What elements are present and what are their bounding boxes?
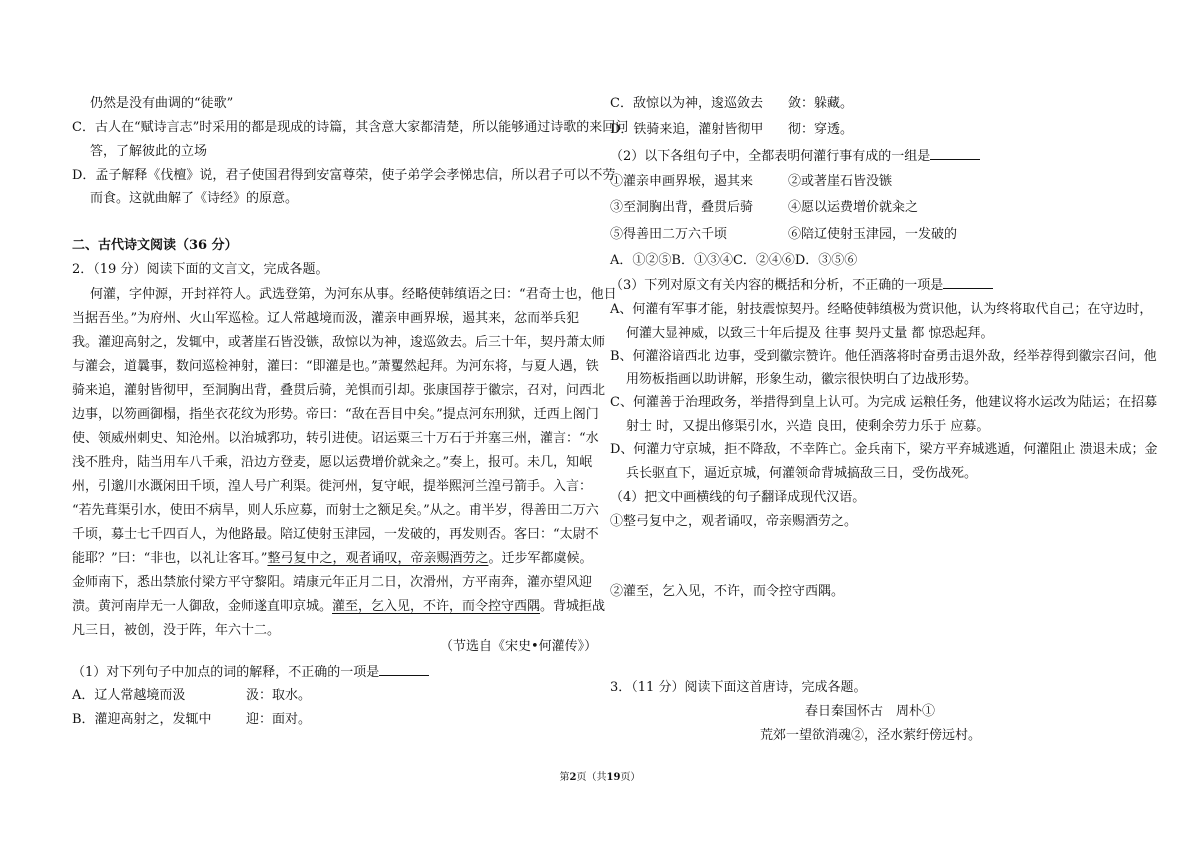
question-2-2-stem	[610, 146, 980, 166]
section-title: 二、古代诗文阅读（36 分）	[72, 238, 238, 253]
passage-line: 金师南下，悉出禁旅付梁方平守黎阳。靖康元年正月二日，次滑州，方平南奔，灌亦望风迎	[72, 575, 593, 590]
q3-option-d: D、何灌力守京城，拒不降敌，不幸阵亡。金兵南下，梁方平弃城逃遁，何灌阻止 溃退未成；金	[610, 442, 1158, 457]
passage-text: 。背城拒战	[540, 599, 606, 614]
passage-text: 溃。黄河南岸无一人御敌，金师遂直叩京城。	[72, 599, 333, 614]
passage-line: 凡三日，被创，没于阵，年六十二。	[72, 623, 281, 638]
q2-item: ③至洞胸出背，叠贯后骑	[610, 200, 754, 215]
passage-line: 我。灌迎高射之，发辄中，或著崖石皆没镞，敌惊以为神，逡巡敛去。后三十年，契丹萧太师	[72, 335, 606, 350]
question-3-intro: 3．（11 分）阅读下面这首唐诗，完成各题。	[610, 680, 867, 695]
passage-line-with-underline	[72, 597, 605, 617]
question-2-4-stem: （4）把文中画横线的句子翻译成现代汉语。	[610, 490, 866, 505]
page-number: 2	[569, 772, 577, 783]
passage-line: 与灌会，道曩事，数问巡检神射，灌曰：“即灌是也。”萧矍然起拜。为河东将，与夏人遇，铁	[72, 359, 599, 374]
q3-option-d-continued: 兵长驱直下，逼近京城，何灌领命背城搞敌三日，受伤战死。	[626, 466, 978, 481]
q2-item: ⑥陪辽使射玉津园，一发破的	[788, 227, 958, 242]
underlined-sentence-2: 灌至，乞入见，不许，而令控守西隅	[332, 599, 541, 614]
q3-option-a-continued: 何灌大显神威，以致三十年后提及 往事 契丹丈量 都 惊恐起拜。	[626, 326, 994, 341]
passage-line: 千顷，募士七千四百人，为他路最。陪辽使射玉津园，一发破的，再发则否。客曰：“太尉不	[72, 527, 599, 542]
q2-item: ①灌亲申画界堠，遏其来	[610, 174, 754, 189]
passage-line: 使、领威州刺史、知沧州。以治城郛功，转引进使。诏运粟三十万石于并塞三州，灌言：“水	[72, 431, 599, 446]
q3-option-c: C、何灌善于治理政务，举措得到皇上认可。为完成 运粮任务，他建议将水运改为陆运；在招募	[610, 395, 1158, 410]
q1-option-c-explanation: 敛：躲藏。	[788, 96, 854, 111]
passage-source: （节选自《宋史•何灌传》）	[440, 639, 598, 654]
footer-text: 页（共	[576, 772, 607, 783]
passage-line: 当据吾坐。”为府州、火山军巡检。辽人常越境而汲，灌亲申画界堠，遏其来，忿而举兵犯	[72, 311, 580, 326]
passage-line: 何灌，字仲源，开封祥符人。武选登第，为河东从事。经略使韩缜语之曰：“君奇士也，他日	[90, 287, 617, 302]
question-text: （1）对下列句子中加点的词的解释，不正确的一项是	[72, 665, 380, 680]
passage-text: 。迁步军都虞候。	[488, 551, 593, 566]
passage-line: 州，引邈川水溉闲田千顷，湟人号广利渠。徙河州，复守岷，提举熙河兰湟弓箭手。入言：	[72, 479, 593, 494]
q2-item: ④愿以运费增价就籴之	[788, 200, 919, 215]
passage-line: 边事，以笏画御榻，指坐衣花纹为形势。帝曰：“敌在吾目中矣。”提点河东刑狱，迁西上阁门	[72, 407, 599, 422]
q2-item: ②或著崖石皆没镞	[788, 174, 893, 189]
q1-option-d-explanation: 彻：穿透。	[788, 122, 854, 137]
passage-text: 能耶？”曰：“非也，以礼让客耳。”	[72, 551, 268, 566]
translation-item-2: ②灌至，乞入见，不许，而令控守西隅。	[610, 584, 845, 599]
question-text: （2）以下各组句子中，全都表明何灌行事有成的一组是	[610, 149, 931, 164]
option-c: C．古人在“赋诗言志”时采用的都是现成的诗篇，其含意大家都清楚，所以能够通过诗歌的来回问	[72, 120, 629, 135]
q3-option-c-continued: 射士 时，又提出修渠引水，兴造 良田，使剩余劳力乐于 应募。	[626, 419, 990, 434]
question-2-3-stem	[610, 275, 993, 295]
q3-option-b-continued: 用笏板指画以助讲解，形象生动，徽宗很快明白了边战形势。	[626, 372, 978, 387]
answer-blank	[943, 275, 993, 289]
q3-option-a: A、何灌有军事才能，射技震惊契丹。经略使韩缜极为赏识他，认为终将取代自己；在守边时，	[610, 302, 1153, 317]
q2-item: ⑤得善田二万六千顷	[610, 227, 728, 242]
page-total: 19	[606, 772, 621, 783]
passage-line: 浅不胜舟，陆当用车八千乘，沿边方登麦，愿以运费增价就籴之。”奏上，报可。未几，知岷	[72, 455, 593, 470]
q1-option-b-explanation: 迎：面对。	[246, 712, 312, 727]
q1-option-d: D．铁骑来追，灌射皆彻甲	[610, 122, 764, 137]
underlined-sentence-1: 整弓复中之，观者诵叹，帝亲赐酒劳之	[267, 551, 489, 566]
q1-option-a: A．辽人常越境而汲	[72, 688, 186, 703]
option-b-continued: 仍然是没有曲调的“徒歌”	[90, 96, 234, 111]
answer-blank	[379, 662, 429, 676]
translation-item-1: ①整弓复中之，观者诵叹，帝亲赐酒劳之。	[610, 514, 858, 529]
q1-option-a-explanation: 汲：取水。	[246, 688, 312, 703]
question-text: （3）下列对原文有关内容的概括和分析，不正确的一项是	[610, 278, 944, 293]
answer-blank	[930, 146, 980, 160]
poem-title: 春日秦国怀古 周朴①	[805, 704, 936, 719]
passage-line: 骑来追，灌射皆彻甲，至洞胸出背，叠贯后骑，羌惧而引却。张康国荐于徽宗，召对，问西北	[72, 383, 606, 398]
option-d-continued: 而食。这就曲解了《诗经》的原意。	[90, 191, 299, 206]
option-c-continued: 答，了解彼此的立场	[90, 144, 208, 159]
q2-options: A．①②⑤B．①③④C．②④⑥D．③⑤⑥	[610, 253, 858, 268]
footer-text: 第	[559, 772, 570, 783]
q1-option-c: C．敌惊以为神，逡巡敛去	[610, 96, 763, 111]
option-d: D．孟子解释《伐檀》说，君子使国君得到安富尊荣，使子弟学会孝悌忠信，所以君子可以不劳	[72, 168, 616, 183]
question-2-intro: 2．（19 分）阅读下面的文言文，完成各题。	[72, 262, 329, 277]
q1-option-b: B．灌迎高射之，发辄中	[72, 712, 212, 727]
passage-line-with-underline	[72, 549, 592, 569]
question-2-1-stem	[72, 662, 429, 682]
footer-text: 页）	[620, 772, 641, 783]
poem-line: 荒郊一望欲消魂②，泾水萦纡傍远村。	[760, 728, 982, 743]
q3-option-b: B、何灌浴谙西北 边事，受到徽宗赞许。他任酒落将时奋勇击退外敌，经举荐得到徽宗召问，他	[610, 349, 1157, 364]
page-footer	[0, 771, 1200, 785]
passage-line: “若先葺渠引水，使田不病旱，则人乐应募，而射士之额足矣。”从之。甫半岁，得善田二万六	[72, 503, 599, 518]
right-column	[600, 0, 1200, 848]
